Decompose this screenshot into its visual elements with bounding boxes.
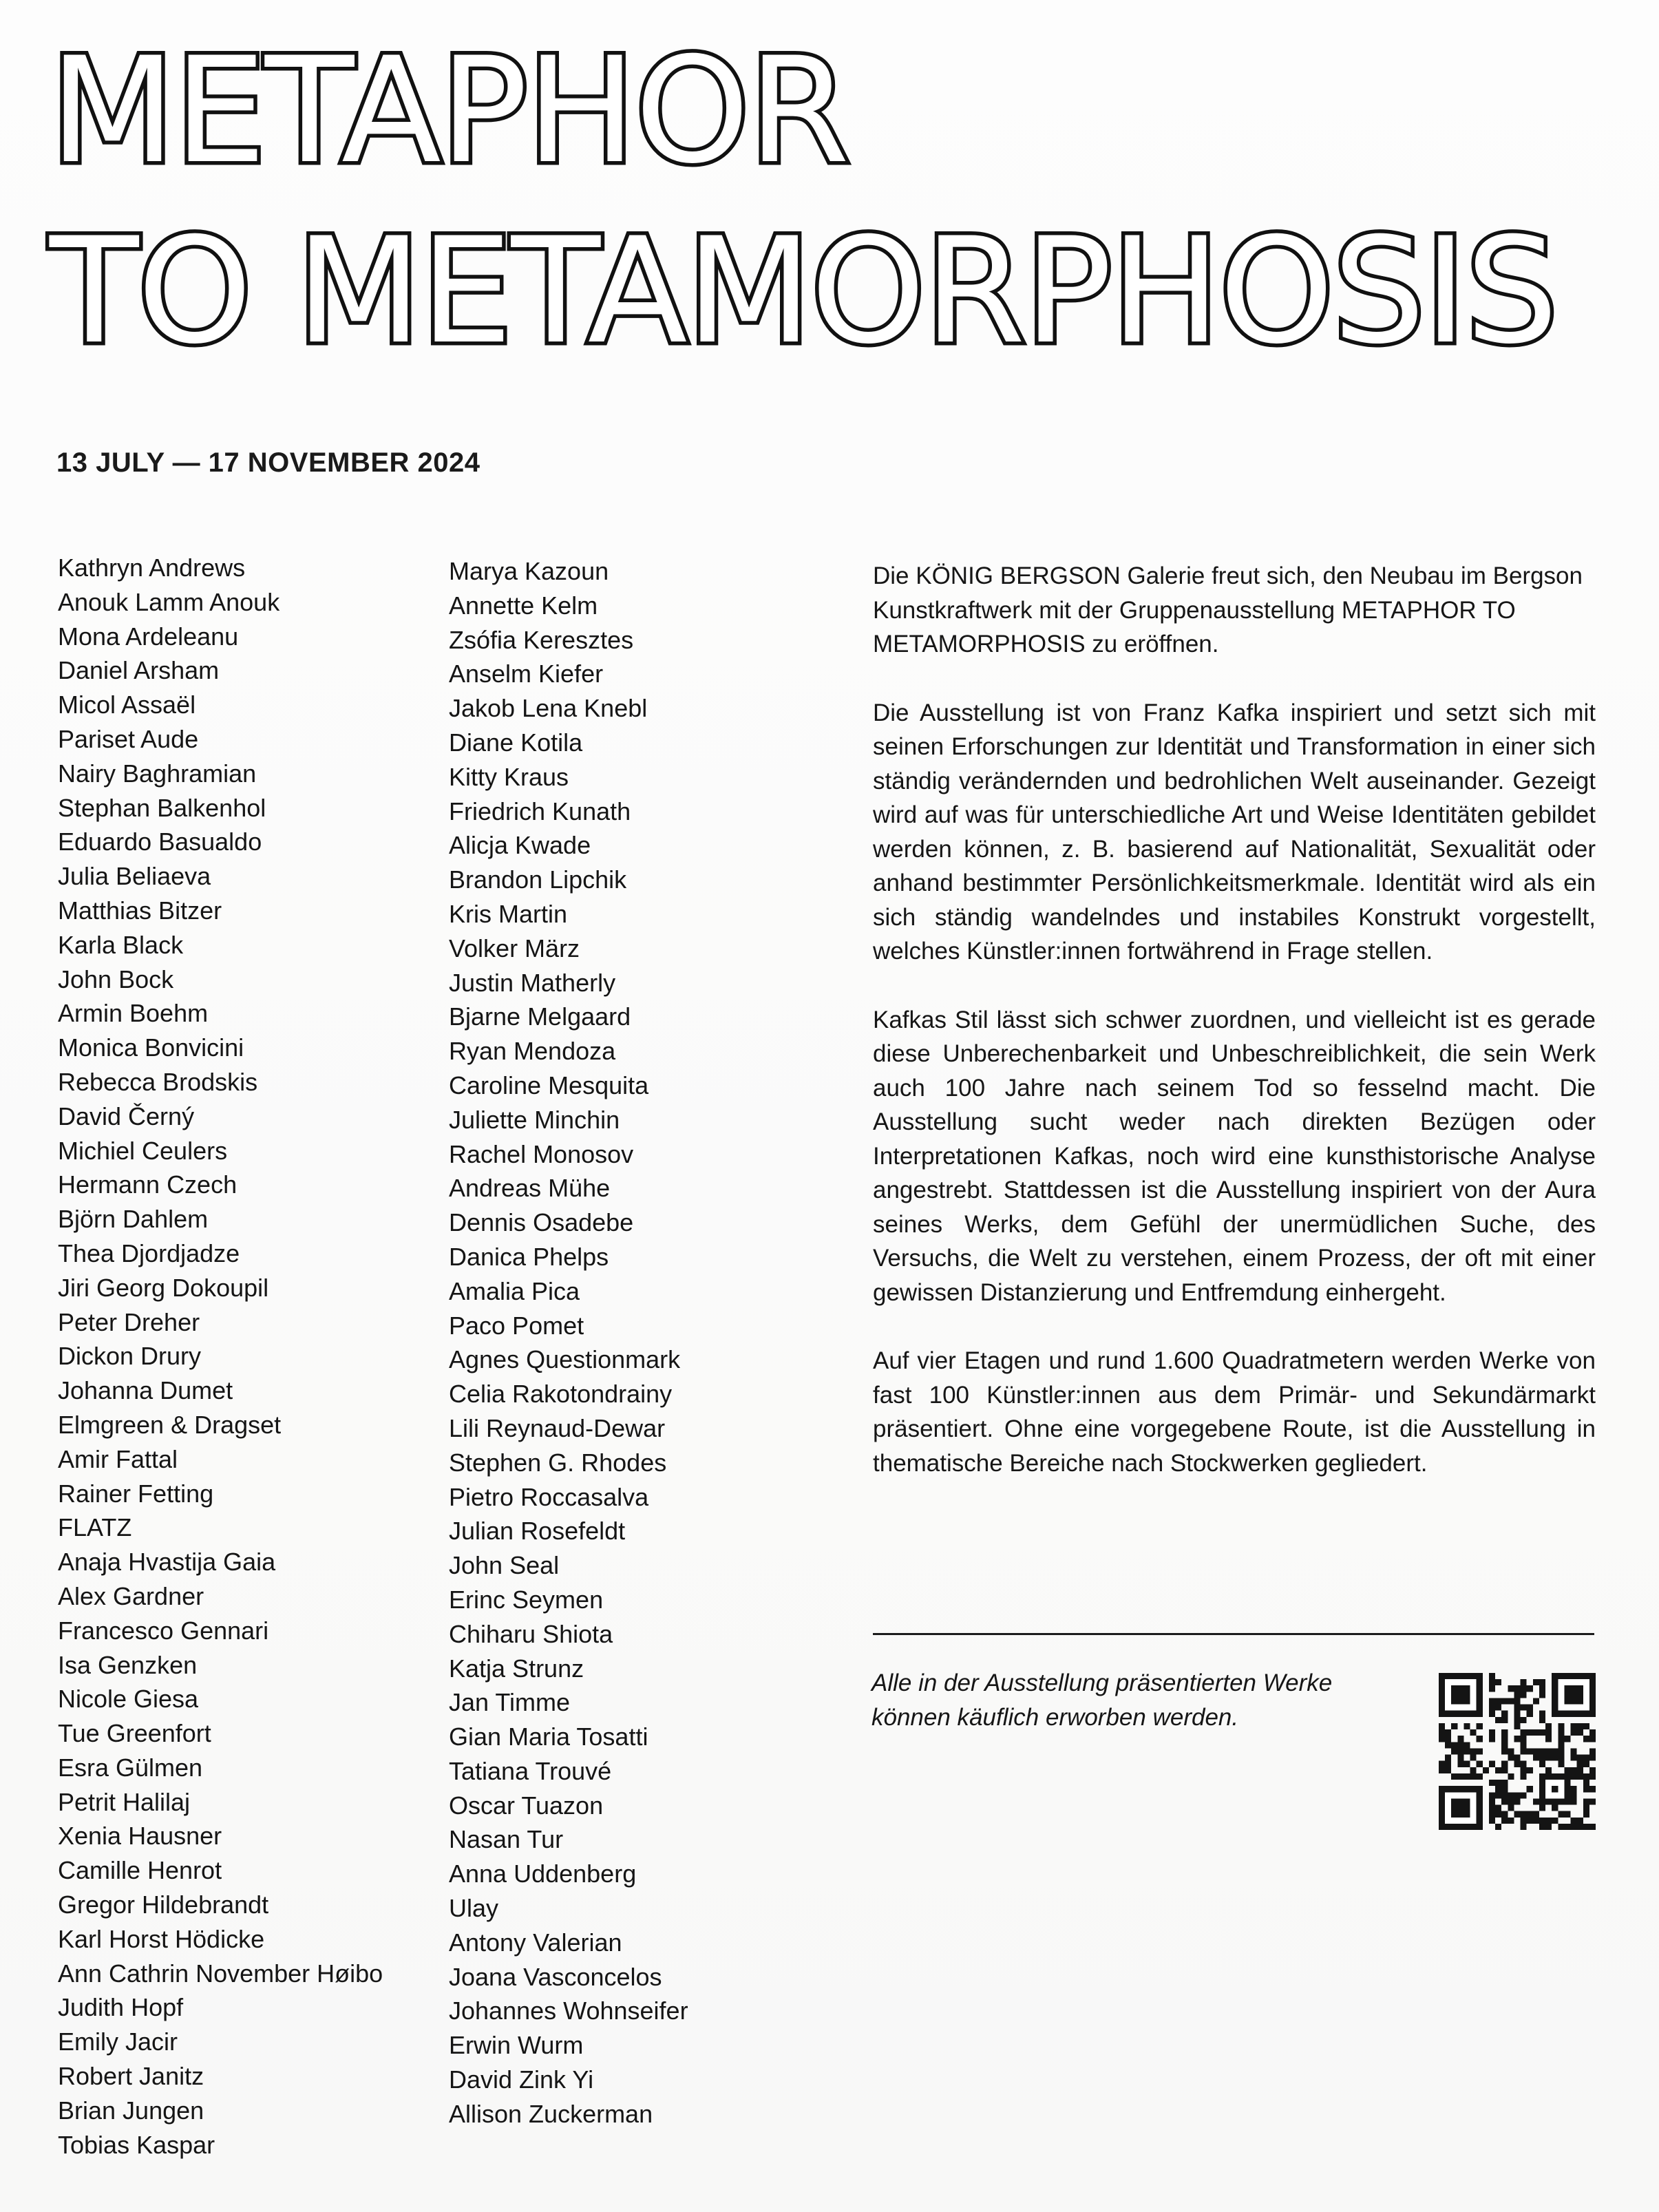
artist-name: Gregor Hildebrandt bbox=[58, 1890, 269, 1919]
artist-name: Amalia Pica bbox=[449, 1276, 580, 1305]
artist-name: Peter Dreher bbox=[58, 1307, 200, 1336]
sale-footnote: Alle in der Ausstellung präsentierten Werke können käuflich erworben werden. bbox=[871, 1669, 1333, 1731]
artist-name: Thea Djordjadze bbox=[58, 1239, 240, 1267]
artist-name: Stephen G. Rhodes bbox=[449, 1448, 667, 1477]
artist-name: Esra Gülmen bbox=[58, 1753, 203, 1782]
artist-name: Xenia Hausner bbox=[58, 1822, 222, 1851]
description-paragraph-3: Kafkas Stil lässt sich schwer zuordnen, und vielleicht ist es gerade diese Unberechenbarkeit und Unbeschreiblichkeit, die sein Werk auch 100 Jahre nach seinem Tod so fesselnd macht. Die Ausstellung sucht weder nach direkten Bezügen oder Interpretationen Kafkas, noch wird eine kunsthistorische Analyse angestrebt. Stattdessen ist die Ausstellung inspiriert von der Aura seines Werks, dem Gefühl der unermüdlichen Suche, des Versuchs, die Welt zu verstehen, einem Prozess, der oft mit einer gewissen Distanzierung und Entfremdung einhergeht. bbox=[873, 1006, 1596, 1306]
artist-name: Tobias Kaspar bbox=[58, 2130, 215, 2159]
artist-name: Jan Timme bbox=[449, 1688, 571, 1717]
artist-name: Anna Uddenberg bbox=[449, 1860, 637, 1888]
artist-list-column-1 bbox=[58, 551, 383, 2162]
artist-name: Volker März bbox=[449, 934, 580, 962]
artist-name: Nairy Baghramian bbox=[58, 759, 257, 788]
exhibition-dates: 13 JULY — 17 NOVEMBER 2024 bbox=[56, 447, 480, 478]
artist-name: Erinc Seymen bbox=[449, 1585, 604, 1614]
artist-name: Brian Jungen bbox=[58, 2096, 204, 2125]
footnote-divider bbox=[873, 1633, 1594, 1635]
artist-name: Kathryn Andrews bbox=[58, 554, 246, 582]
artist-name: Chiharu Shiota bbox=[449, 1619, 613, 1648]
artist-name: Julia Beliaeva bbox=[58, 862, 211, 891]
artist-name: Anaja Hvastija Gaia bbox=[58, 1548, 276, 1577]
artist-name: Friedrich Kunath bbox=[449, 797, 631, 825]
artist-name: Camille Henrot bbox=[58, 1856, 222, 1885]
artist-name: Katja Strunz bbox=[449, 1654, 584, 1683]
qr-code-icon[interactable] bbox=[1439, 1673, 1596, 1830]
artist-name: Emily Jacir bbox=[58, 2027, 178, 2056]
artist-name: Micol Assaël bbox=[58, 691, 196, 719]
artist-name: Diane Kotila bbox=[449, 728, 583, 757]
artist-name: Danica Phelps bbox=[449, 1242, 609, 1271]
artist-name: Isa Genzken bbox=[58, 1650, 198, 1679]
artist-name: Michiel Ceulers bbox=[58, 1136, 228, 1165]
artist-name: Caroline Mesquita bbox=[449, 1071, 649, 1099]
artist-name: Marya Kazoun bbox=[449, 557, 609, 585]
artist-name: Judith Hopf bbox=[58, 1993, 184, 2022]
artist-name: Bjarne Melgaard bbox=[449, 1002, 631, 1031]
artist-name: FLATZ bbox=[58, 1513, 132, 1542]
artist-name: Rainer Fetting bbox=[58, 1479, 214, 1508]
artist-name: Agnes Questionmark bbox=[449, 1345, 681, 1374]
artist-name: Jiri Georg Dokoupil bbox=[58, 1273, 269, 1302]
artist-name: Tue Greenfort bbox=[58, 1719, 211, 1748]
artist-name: Anselm Kiefer bbox=[449, 660, 604, 688]
title-line-1: METAPHOR bbox=[50, 25, 849, 196]
artist-name: Pietro Roccasalva bbox=[449, 1482, 649, 1511]
exhibition-description bbox=[873, 559, 1596, 1515]
artist-name: David Zink Yi bbox=[449, 2065, 594, 2094]
artist-name: Robert Janitz bbox=[58, 2062, 204, 2091]
artist-name: Rachel Monosov bbox=[449, 1139, 634, 1168]
artist-name: Celia Rakotondrainy bbox=[449, 1380, 673, 1409]
artist-name: Anouk Lamm Anouk bbox=[58, 587, 280, 616]
artist-name: Pariset Aude bbox=[58, 724, 199, 753]
artist-name: Brandon Lipchik bbox=[449, 865, 627, 894]
artist-name: Karl Horst Hödicke bbox=[58, 1924, 265, 1953]
artist-name: Tatiana Trouvé bbox=[449, 1756, 612, 1785]
artist-name: Justin Matherly bbox=[449, 968, 616, 997]
artist-name: Erwin Wurm bbox=[449, 2031, 584, 2060]
artist-name: David Černý bbox=[58, 1102, 195, 1130]
artist-name: Ryan Mendoza bbox=[449, 1037, 616, 1066]
artist-name: Johanna Dumet bbox=[58, 1376, 233, 1405]
artist-name: Jakob Lena Knebl bbox=[449, 694, 648, 723]
title-line-2: TO METAMORPHOSIS bbox=[50, 206, 1557, 376]
exhibition-title bbox=[50, 25, 1557, 376]
artist-name: Amir Fattal bbox=[58, 1444, 178, 1473]
artist-name: Alex Gardner bbox=[58, 1581, 204, 1610]
artist-name: Dennis Osadebe bbox=[449, 1208, 634, 1237]
artist-name: Daniel Arsham bbox=[58, 656, 220, 685]
artist-name: Kitty Kraus bbox=[449, 762, 569, 791]
artist-name: Armin Boehm bbox=[58, 999, 209, 1028]
artist-name: Ann Cathrin November Høibo bbox=[58, 1959, 383, 1988]
artist-name: Antony Valerian bbox=[449, 1928, 622, 1957]
artist-name: Petrit Halilaj bbox=[58, 1787, 191, 1816]
description-paragraph-1: Die KÖNIG BERGSON Galerie freut sich, den Neubau im Bergson Kunstkraftwerk mit der Gruppenausstellung METAPHOR TO METAMORPHOSIS zu eröffnen. bbox=[873, 562, 1583, 657]
artist-name: Eduardo Basualdo bbox=[58, 828, 262, 856]
artist-name: John Seal bbox=[449, 1551, 560, 1580]
artist-name: Paco Pomet bbox=[449, 1311, 584, 1340]
artist-name: Allison Zuckerman bbox=[449, 2099, 653, 2128]
description-paragraph-2: Die Ausstellung ist von Franz Kafka inspiriert und setzt sich mit seinen Erforschungen zur Identität und Transformation in einer sich ständig verändernden und bedrohlichen Welt auseinander. Gezeigt wird auf was für unterschiedliche Art und Weise Identitäten gebildet werden können, z. B. basierend auf Nationalität, Sexualität oder anhand bestimmter Persönlichkeitsmerkmale. Identität wird als ein sich ständig wandelndes und instabiles Konstrukt vorgestellt, welches Künstler:innen fortwährend in Frage stellen. bbox=[873, 699, 1596, 965]
artist-name: Johannes Wohnseifer bbox=[449, 1997, 688, 2025]
artist-name: Juliette Minchin bbox=[449, 1105, 620, 1134]
artist-name: Alicja Kwade bbox=[449, 831, 591, 860]
artist-name: Julian Rosefeldt bbox=[449, 1517, 626, 1546]
artist-name: Matthias Bitzer bbox=[58, 896, 222, 925]
artist-name: Nicole Giesa bbox=[58, 1685, 199, 1714]
description-paragraph-4: Auf vier Etagen und rund 1.600 Quadratmetern werden Werke von fast 100 Künstler:innen aus dem Primär- und Sekundärmarkt präsentiert. Ohne eine vorgegebene Route, ist die Ausstellung in thematische Bereiche nach Stockwerken gegliedert. bbox=[873, 1347, 1596, 1477]
artist-name: Gian Maria Tosatti bbox=[449, 1723, 648, 1751]
artist-name: Annette Kelm bbox=[449, 591, 598, 620]
artist-name: Kris Martin bbox=[449, 899, 568, 928]
artist-name: Karla Black bbox=[58, 930, 184, 959]
artist-name: Dickon Drury bbox=[58, 1342, 202, 1371]
artist-name: Stephan Balkenhol bbox=[58, 793, 266, 822]
artist-name: Hermann Czech bbox=[58, 1170, 237, 1199]
artist-name: Björn Dahlem bbox=[58, 1205, 209, 1234]
artist-name: Oscar Tuazon bbox=[449, 1791, 604, 1820]
artist-name: Rebecca Brodskis bbox=[58, 1067, 258, 1096]
artist-name: Andreas Mühe bbox=[449, 1174, 611, 1203]
artist-name: Monica Bonvicini bbox=[58, 1033, 244, 1062]
artist-name: Ulay bbox=[449, 1894, 499, 1923]
artist-name: John Bock bbox=[58, 965, 174, 993]
artist-name: Zsófia Keresztes bbox=[449, 625, 634, 654]
artist-name: Joana Vasconcelos bbox=[449, 1962, 662, 1991]
artist-name: Francesco Gennari bbox=[58, 1616, 269, 1645]
artist-list-column-2 bbox=[449, 554, 688, 2131]
artist-name: Nasan Tur bbox=[449, 1825, 564, 1854]
artist-name: Mona Ardeleanu bbox=[58, 622, 239, 651]
artist-name: Elmgreen & Dragset bbox=[58, 1410, 282, 1439]
artist-name: Lili Reynaud-Dewar bbox=[449, 1413, 666, 1442]
